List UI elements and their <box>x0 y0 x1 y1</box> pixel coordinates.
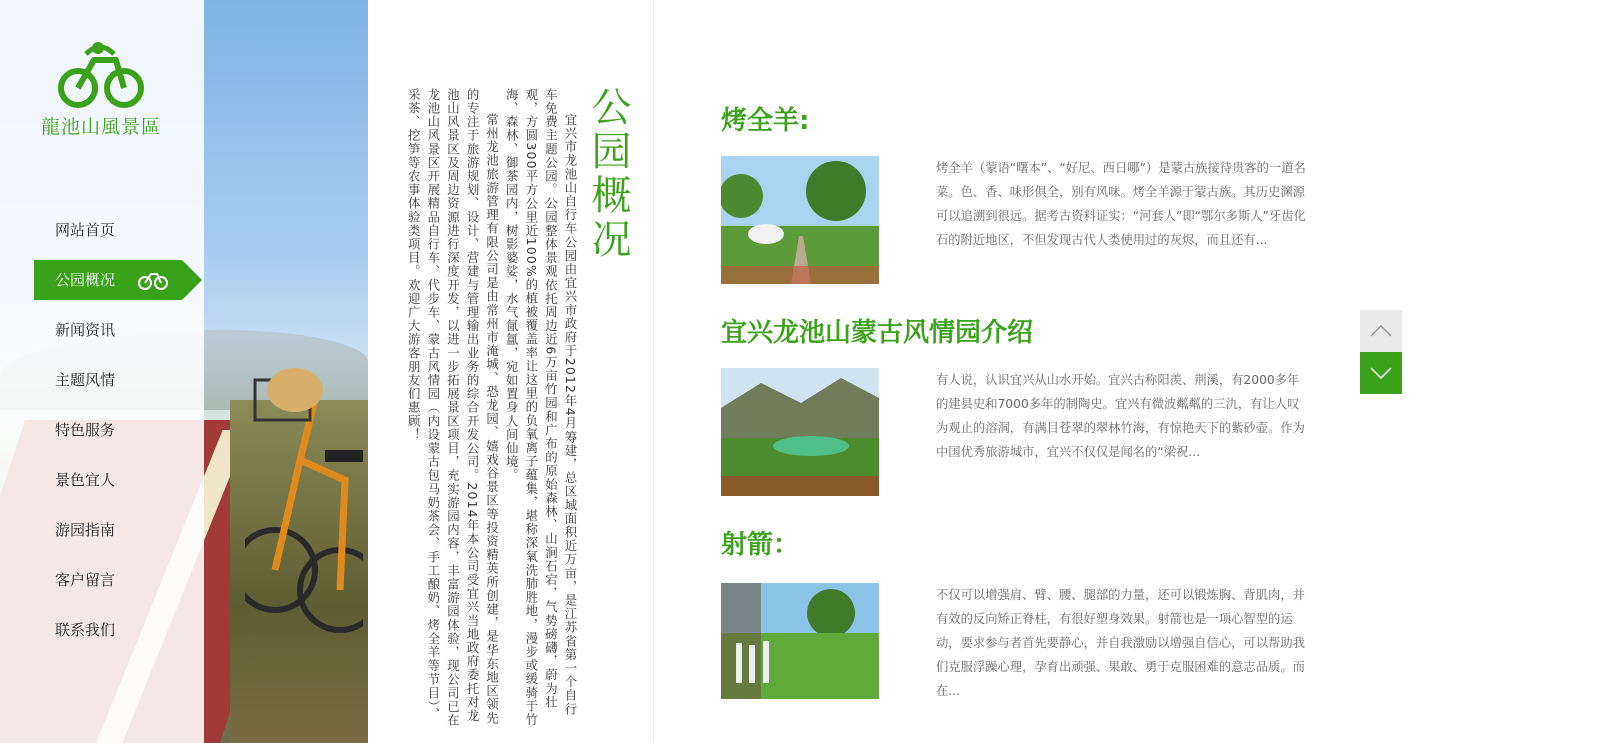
archery-range-photo <box>721 583 879 699</box>
nav-item-label: 主题风情 <box>55 371 116 389</box>
nav-item-label: 特色服务 <box>55 421 116 439</box>
article-summary: 烤全羊（蒙语“曙本”、“好尼、西日哪”）是蒙古族接待贵客的一道名菜。色、香、味形俱全，别有风味。烤全羊源于蒙古族。其历史渊源可以追溯到很远。据考古资料证实：“河套人”即“鄂尔多斯人”牙齿化石的附近地区，不但发现古代人类使用过的灰烬，而且还有... <box>936 161 1306 247</box>
nav-item-guide[interactable] <box>0 505 204 555</box>
nav-item-label: 网站首页 <box>55 221 116 239</box>
overview-paragraph: 常州龙池旅游管理有限公司是由常州市淹城、恐龙园、嬉戏谷景区等投资精英所创建，是华东地区领先的专注于旅游规划、设计、营建与管理输出业务的综合开发公司。2014年本公司受宜兴当地政府委托对龙池山风景区及周边资源进行深度开发，以进一步拓展景区项目，充实游园内容，丰富游园体验，现公司已在龙池山风景区开展精品自行车、代步车、蒙古风情园（内设蒙古包马奶茶会、手工酿奶、烤全羊等节目）、采茶、挖笋等农事体验类项目。欢迎广大游客朋友们惠顾！ <box>406 88 500 728</box>
overview-paragraph: 宜兴市龙池山自行车公园由宜兴市政府于2012年4月筹建，总区域面积近万亩，是江苏省第一个自行车免费主题公园。公园整体景观依托周边近6万亩竹园和广布的原始森林、山涧石宕，气势磅礴，蔚为壮观，方圆300平方公里近100%的植被覆盖率让这里的负氧离子蕴集，堪称深氧洗肺胜地，漫步或缓骑于竹海、森林、御茶园内，树影婆娑，水气氤氲，宛如置身人间仙境。 <box>504 88 578 727</box>
article-archery <box>721 528 1311 718</box>
logo-text: 龍池山風景區 <box>40 116 161 138</box>
nav-item-label: 景色宜人 <box>55 471 116 489</box>
chevron-down-icon <box>1370 367 1392 379</box>
nav-item-home[interactable] <box>0 205 204 255</box>
yurt-photo <box>721 156 879 284</box>
bicycle-logo-icon <box>36 40 166 112</box>
site-logo[interactable] <box>36 40 166 145</box>
nav-item-label: 联系我们 <box>55 621 116 639</box>
article-summary: 不仅可以增强肩、臂、腰、腿部的力量，还可以锻炼胸、背肌肉，并有效的反向矫正脊柱，有很好塑身效果。射箭也是一项心智型的运动，要求参与者首先要静心，并自我激励以增强自信心，可以帮助我们克服浮躁心理，孕育出顽强、果敢、勇于克服困难的意志品质。而在... <box>936 588 1305 698</box>
nav-item-news[interactable] <box>0 305 204 355</box>
article-title[interactable]: 射箭： <box>721 530 800 560</box>
article-image[interactable] <box>721 156 879 284</box>
overview-title: 公园概况 <box>585 86 631 262</box>
bicycle-icon <box>137 269 169 291</box>
nav-item-label: 新闻资讯 <box>55 321 116 339</box>
article-roast-lamb <box>721 104 1311 294</box>
nav-item-label: 公园概况 <box>55 271 116 289</box>
article-title[interactable]: 宜兴龙池山蒙古风情园介绍 <box>721 318 1034 348</box>
article-title[interactable]: 烤全羊: <box>721 106 810 136</box>
main-nav <box>0 205 204 655</box>
overview-text <box>380 88 580 728</box>
article-summary: 有人说，认识宜兴从山水开始。宜兴古称阳羡、荆溪，有2000多年的建县史和7000多年的制陶史。宜兴有微波粼粼的三氿，有让人叹为观止的溶洞，有满目苍翠的翠林竹海，有惊艳天下的紫砂壶。作为中国优秀旅游城市，宜兴不仅仅是闻名的“梁祝... <box>936 373 1305 459</box>
chevron-up-icon <box>1370 325 1392 337</box>
scroll-down-button[interactable] <box>1360 352 1402 394</box>
nav-item-label: 客户留言 <box>55 571 116 589</box>
quarry-lake-photo <box>721 368 879 496</box>
article-image[interactable] <box>721 583 879 699</box>
nav-item-services[interactable] <box>0 405 204 455</box>
article-image[interactable] <box>721 368 879 496</box>
nav-item-scenery[interactable] <box>0 455 204 505</box>
bicycle-illustration <box>245 340 363 660</box>
nav-item-messages[interactable] <box>0 555 204 605</box>
nav-item-themes[interactable] <box>0 355 204 405</box>
sidebar <box>0 0 204 743</box>
scroll-up-button[interactable] <box>1360 310 1402 352</box>
nav-item-contact[interactable] <box>0 605 204 655</box>
article-mongolian-park <box>721 316 1311 506</box>
nav-item-label: 游园指南 <box>55 521 116 539</box>
nav-item-park-overview[interactable] <box>0 255 204 305</box>
